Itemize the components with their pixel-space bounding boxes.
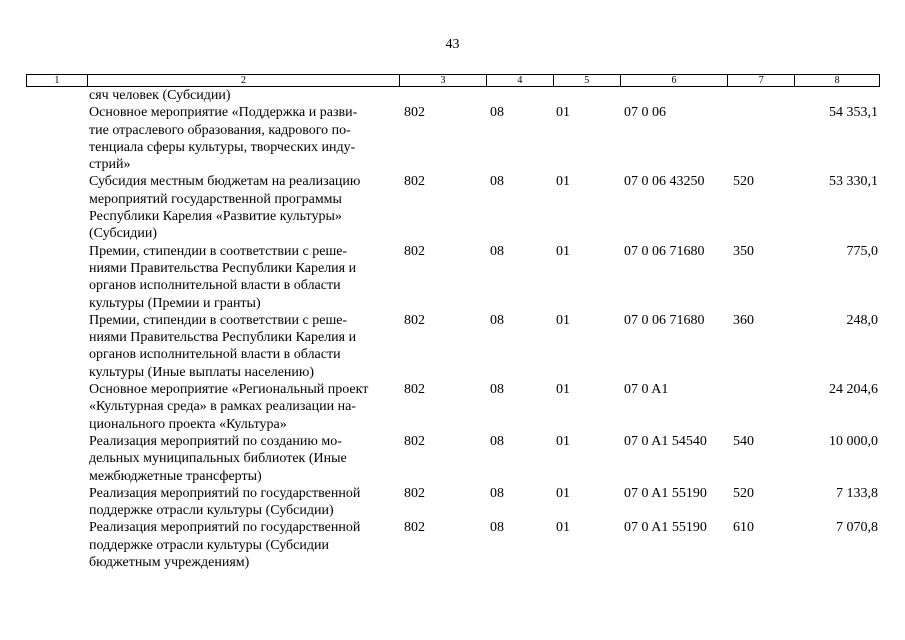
section-code: 08 xyxy=(490,433,504,449)
section-code: 08 xyxy=(490,105,504,121)
target-article-code: 07 0 06 71680 xyxy=(624,243,705,259)
section-code: 08 xyxy=(490,520,504,536)
ministry-code: 802 xyxy=(404,105,425,121)
item-name: Субсидия местным бюджетам на реализацию мероприятий государственной программы Республики Карелия «Развитие культуры» (Субсидии) xyxy=(89,174,361,242)
amount: 7 070,8 xyxy=(836,520,878,536)
table-row xyxy=(26,104,880,173)
item-name: Основное мероприятие «Региональный проект «Культурная среда» в рамках реализации на- ционального проекта «Культура» xyxy=(89,382,369,432)
column-number-6: 6 xyxy=(620,75,728,86)
page-number: 43 xyxy=(445,37,460,52)
expense-type-code: 520 xyxy=(733,485,754,501)
expense-type-code xyxy=(728,381,795,433)
target-article-code: 07 0 A1 xyxy=(624,382,669,398)
row-number-cell xyxy=(26,104,86,173)
table-row xyxy=(26,312,880,381)
amount: 53 330,1 xyxy=(829,174,878,190)
amount: 24 204,6 xyxy=(829,382,878,398)
item-name: Реализация мероприятий по созданию мо- дельных муниципальных библиотек (Иные межбюджетные трансферты) xyxy=(89,433,347,484)
section-code: 08 xyxy=(490,485,504,501)
ministry-code: 802 xyxy=(404,174,425,190)
expense-type-code xyxy=(728,104,795,173)
row-number-cell xyxy=(26,312,86,381)
row-number-cell xyxy=(26,381,86,433)
row-number-cell xyxy=(26,519,86,571)
target-article-code xyxy=(620,87,728,104)
column-number-2: 2 xyxy=(87,75,399,86)
column-number-8: 8 xyxy=(794,75,879,86)
section-code: 08 xyxy=(490,312,504,328)
subsection-code: 01 xyxy=(556,174,570,190)
item-name: Реализация мероприятий по государственной поддержке отрасли культуры (Субсидии бюджетным учреждениям) xyxy=(89,520,361,571)
expense-type-code xyxy=(728,87,795,104)
subsection-code: 01 xyxy=(556,485,570,501)
row-number-cell xyxy=(26,485,86,520)
table-row xyxy=(26,381,880,433)
target-article-code: 07 0 A1 55190 xyxy=(624,520,707,536)
row-number-cell xyxy=(26,173,86,242)
item-name: Реализация мероприятий по государственной поддержке отрасли культуры (Субсидии) xyxy=(89,485,361,519)
subsection-code: 01 xyxy=(556,243,570,259)
item-name: Основное мероприятие «Поддержка и разви- тие отраслевого образования, кадрового по- тенциала сферы культуры, творческих инду- стрий» xyxy=(89,105,358,173)
ministry-code: 802 xyxy=(404,382,425,398)
row-number-cell xyxy=(26,433,86,485)
ministry-code: 802 xyxy=(404,485,425,501)
amount: 10 000,0 xyxy=(829,433,878,449)
subsection-code xyxy=(553,87,620,104)
column-number-7: 7 xyxy=(727,75,794,86)
ministry-code: 802 xyxy=(404,433,425,449)
section-code xyxy=(486,87,553,104)
ministry-code: 802 xyxy=(404,520,425,536)
section-code: 08 xyxy=(490,243,504,259)
row-number-cell xyxy=(26,87,86,104)
expense-type-code: 540 xyxy=(733,433,754,449)
subsection-code: 01 xyxy=(556,382,570,398)
table-row xyxy=(26,243,880,312)
table-row xyxy=(26,433,880,485)
column-number-5: 5 xyxy=(553,75,620,86)
expense-type-code: 610 xyxy=(733,520,754,536)
section-code: 08 xyxy=(490,174,504,190)
section-code: 08 xyxy=(490,382,504,398)
subsection-code: 01 xyxy=(556,105,570,121)
table-row xyxy=(26,485,880,520)
table-row xyxy=(26,519,880,571)
subsection-code: 01 xyxy=(556,520,570,536)
item-name: Премии, стипендии в соответствии с реше- ниями Правительства Республики Карелия и органов исполнительной власти в области культуры (Премии и гранты) xyxy=(89,243,357,311)
expense-type-code: 520 xyxy=(733,174,754,190)
ministry-code: 802 xyxy=(404,312,425,328)
table-row xyxy=(26,87,880,104)
column-number-3: 3 xyxy=(399,75,486,86)
budget-table xyxy=(26,74,880,571)
expense-type-code: 350 xyxy=(733,243,754,259)
table-row xyxy=(26,173,880,242)
amount: 7 133,8 xyxy=(836,485,878,501)
subsection-code: 01 xyxy=(556,433,570,449)
row-number-cell xyxy=(26,243,86,312)
amount: 248,0 xyxy=(846,312,878,328)
table-body xyxy=(26,87,880,571)
ministry-code: 802 xyxy=(404,243,425,259)
ministry-code xyxy=(399,87,486,104)
subsection-code: 01 xyxy=(556,312,570,328)
table-header-row xyxy=(26,74,880,87)
item-name: сяч человек (Субсидии) xyxy=(89,88,231,103)
amount: 775,0 xyxy=(846,243,878,259)
expense-type-code: 360 xyxy=(733,312,754,328)
target-article-code: 07 0 06 71680 xyxy=(624,312,705,328)
column-number-1: 1 xyxy=(54,75,60,86)
target-article-code: 07 0 06 xyxy=(624,105,666,121)
target-article-code: 07 0 06 43250 xyxy=(624,174,705,190)
amount: 54 353,1 xyxy=(829,105,878,121)
amount xyxy=(795,87,880,104)
item-name: Премии, стипендии в соответствии с реше- ниями Правительства Республики Карелия и органов исполнительной власти в области культуры (Иные выплаты населению) xyxy=(89,312,357,380)
column-number-4: 4 xyxy=(486,75,553,86)
target-article-code: 07 0 A1 54540 xyxy=(624,433,707,449)
target-article-code: 07 0 A1 55190 xyxy=(624,485,707,501)
